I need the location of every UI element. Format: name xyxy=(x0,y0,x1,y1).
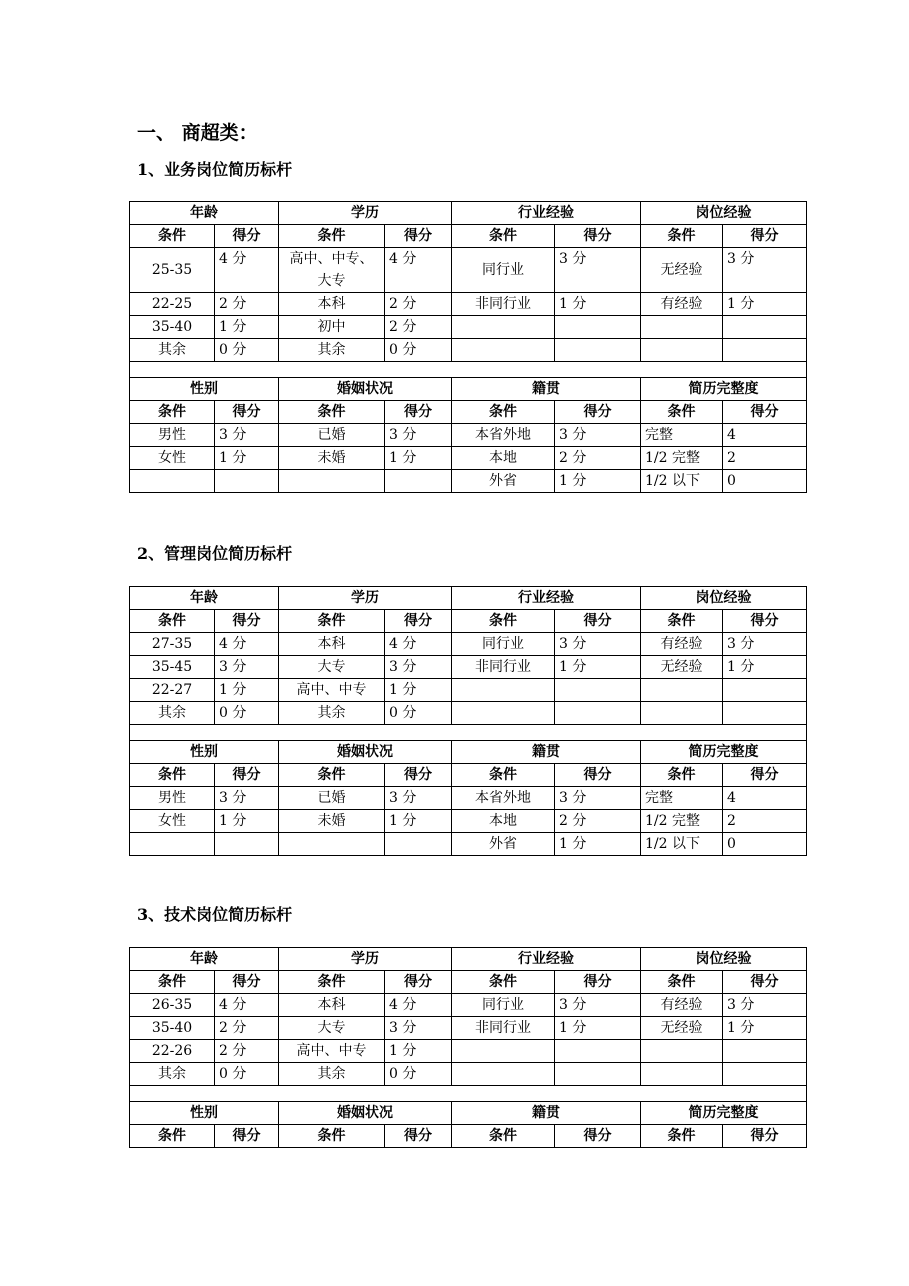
table-cell: 无经验 xyxy=(641,1017,723,1040)
table-cell: 2 xyxy=(723,810,807,833)
table-row xyxy=(130,1040,807,1063)
table-cell xyxy=(385,833,452,856)
spacer-cell xyxy=(130,362,807,378)
table-cell: 同行业 xyxy=(452,248,555,293)
column-header: 得分 xyxy=(555,610,641,633)
table-row xyxy=(130,994,807,1017)
column-header-row xyxy=(130,225,807,248)
column-header: 条件 xyxy=(279,225,385,248)
group-header: 学历 xyxy=(279,948,452,971)
table-cell xyxy=(452,702,555,725)
table-cell: 已婚 xyxy=(279,424,385,447)
group-header: 行业经验 xyxy=(452,587,641,610)
table-cell: 1 分 xyxy=(555,293,641,316)
table-cell xyxy=(452,1063,555,1086)
group-header: 岗位经验 xyxy=(641,587,807,610)
table-cell: 无经验 xyxy=(641,248,723,293)
table-cell: 3 分 xyxy=(555,994,641,1017)
table-cell: 已婚 xyxy=(279,787,385,810)
column-header: 得分 xyxy=(215,1125,279,1148)
column-header: 得分 xyxy=(723,1125,807,1148)
column-header: 条件 xyxy=(641,401,723,424)
table-cell: 其余 xyxy=(279,339,385,362)
table-cell xyxy=(555,1040,641,1063)
column-header: 得分 xyxy=(555,225,641,248)
table-cell: 高中、中专 xyxy=(279,679,385,702)
table-cell: 4 分 xyxy=(385,248,452,293)
table-cell: 1/2 完整 xyxy=(641,810,723,833)
table-cell: 2 分 xyxy=(555,810,641,833)
column-header: 条件 xyxy=(130,1125,215,1148)
table-cell: 3 分 xyxy=(385,787,452,810)
group-header: 学历 xyxy=(279,202,452,225)
table-row xyxy=(130,424,807,447)
column-header: 得分 xyxy=(385,1125,452,1148)
column-header: 条件 xyxy=(641,1125,723,1148)
table-cell: 3 分 xyxy=(555,787,641,810)
table-cell: 男性 xyxy=(130,424,215,447)
table-cell xyxy=(641,339,723,362)
table-row xyxy=(130,787,807,810)
column-header: 条件 xyxy=(130,610,215,633)
table-cell xyxy=(279,470,385,493)
table-cell: 1 分 xyxy=(555,656,641,679)
section-title: 3、技术岗位简历标杆 xyxy=(137,905,293,924)
group-header-row xyxy=(130,1102,807,1125)
table-cell: 1 分 xyxy=(215,810,279,833)
column-header: 条件 xyxy=(130,764,215,787)
table-cell: 3 分 xyxy=(555,424,641,447)
table-cell: 3 分 xyxy=(555,248,641,293)
table-cell: 高中、中专 xyxy=(279,1040,385,1063)
column-header: 条件 xyxy=(279,764,385,787)
table-cell xyxy=(641,1040,723,1063)
table-cell: 4 分 xyxy=(385,633,452,656)
table-cell xyxy=(723,316,807,339)
table-cell xyxy=(641,702,723,725)
table-row xyxy=(130,656,807,679)
column-header: 得分 xyxy=(215,971,279,994)
column-header: 得分 xyxy=(555,401,641,424)
group-header-row xyxy=(130,378,807,401)
table-cell: 4 分 xyxy=(385,994,452,1017)
spacer-row xyxy=(130,725,807,741)
column-header: 条件 xyxy=(279,401,385,424)
table-cell: 未婚 xyxy=(279,810,385,833)
column-header: 条件 xyxy=(641,610,723,633)
table-cell: 2 分 xyxy=(385,316,452,339)
table-cell xyxy=(555,679,641,702)
table-cell: 1 分 xyxy=(555,470,641,493)
table-cell: 完整 xyxy=(641,787,723,810)
table-cell: 大专 xyxy=(279,1017,385,1040)
table-cell: 外省 xyxy=(452,470,555,493)
group-header: 性别 xyxy=(130,378,279,401)
table-cell: 其余 xyxy=(130,702,215,725)
group-header: 岗位经验 xyxy=(641,202,807,225)
table-cell xyxy=(555,316,641,339)
column-header: 条件 xyxy=(641,225,723,248)
column-header: 得分 xyxy=(215,225,279,248)
table-cell: 完整 xyxy=(641,424,723,447)
table-cell: 有经验 xyxy=(641,633,723,656)
table-cell: 1 分 xyxy=(385,810,452,833)
table-cell xyxy=(130,833,215,856)
table-cell: 非同行业 xyxy=(452,293,555,316)
group-header: 年龄 xyxy=(130,202,279,225)
table-cell xyxy=(452,679,555,702)
table-cell: 26-35 xyxy=(130,994,215,1017)
table-cell: 2 分 xyxy=(555,447,641,470)
table-cell: 有经验 xyxy=(641,293,723,316)
table-cell: 初中 xyxy=(279,316,385,339)
group-header: 学历 xyxy=(279,587,452,610)
benchmark-table xyxy=(129,201,807,493)
table-cell: 3 分 xyxy=(385,1017,452,1040)
table-cell: 未婚 xyxy=(279,447,385,470)
table-row xyxy=(130,470,807,493)
table-cell: 1 分 xyxy=(723,656,807,679)
group-header: 婚姻状况 xyxy=(279,741,452,764)
group-header: 年龄 xyxy=(130,948,279,971)
table-row xyxy=(130,316,807,339)
table-cell: 无经验 xyxy=(641,656,723,679)
table-cell: 本科 xyxy=(279,633,385,656)
column-header: 得分 xyxy=(723,610,807,633)
table-cell: 非同行业 xyxy=(452,656,555,679)
group-header-row xyxy=(130,948,807,971)
table-cell: 2 分 xyxy=(215,293,279,316)
group-header: 婚姻状况 xyxy=(279,378,452,401)
column-header: 条件 xyxy=(452,1125,555,1148)
column-header: 条件 xyxy=(279,971,385,994)
table-cell: 3 分 xyxy=(215,656,279,679)
table-cell: 2 分 xyxy=(215,1040,279,1063)
table-cell: 0 xyxy=(723,833,807,856)
table-row xyxy=(130,447,807,470)
column-header: 得分 xyxy=(555,764,641,787)
table-cell: 22-26 xyxy=(130,1040,215,1063)
table-cell: 0 分 xyxy=(385,702,452,725)
table-cell: 4 xyxy=(723,424,807,447)
table-cell: 1 分 xyxy=(723,1017,807,1040)
spacer-row xyxy=(130,1086,807,1102)
table-row xyxy=(130,1063,807,1086)
table-row xyxy=(130,633,807,656)
table-cell: 0 分 xyxy=(215,702,279,725)
table-cell xyxy=(452,316,555,339)
table-cell xyxy=(641,316,723,339)
table-cell: 其余 xyxy=(279,702,385,725)
column-header: 得分 xyxy=(215,610,279,633)
table-cell: 1 分 xyxy=(215,447,279,470)
table-cell: 本科 xyxy=(279,994,385,1017)
table-cell: 3 分 xyxy=(723,633,807,656)
table-row xyxy=(130,293,807,316)
table-cell: 其余 xyxy=(279,1063,385,1086)
column-header: 条件 xyxy=(279,1125,385,1148)
column-header: 得分 xyxy=(215,401,279,424)
column-header: 得分 xyxy=(385,764,452,787)
table-cell: 3 分 xyxy=(385,424,452,447)
group-header: 年龄 xyxy=(130,587,279,610)
column-header-row xyxy=(130,401,807,424)
table-cell: 35-40 xyxy=(130,1017,215,1040)
table-cell: 其余 xyxy=(130,1063,215,1086)
table-cell: 本地 xyxy=(452,810,555,833)
column-header: 得分 xyxy=(555,1125,641,1148)
table-cell: 0 分 xyxy=(385,1063,452,1086)
table-cell: 高中、中专、大专 xyxy=(279,248,385,293)
table-cell: 22-27 xyxy=(130,679,215,702)
table-cell: 男性 xyxy=(130,787,215,810)
section-title: 1、业务岗位简历标杆 xyxy=(137,160,293,179)
group-header-row xyxy=(130,741,807,764)
table-cell: 3 分 xyxy=(215,424,279,447)
spacer-cell xyxy=(130,725,807,741)
group-header: 性别 xyxy=(130,1102,279,1125)
table-cell: 0 xyxy=(723,470,807,493)
table-cell: 4 分 xyxy=(215,248,279,293)
table-cell: 同行业 xyxy=(452,994,555,1017)
table-cell: 3 分 xyxy=(555,633,641,656)
group-header: 籍贯 xyxy=(452,378,641,401)
benchmark-table xyxy=(129,947,807,1148)
table-row xyxy=(130,810,807,833)
table-cell: 0 分 xyxy=(215,339,279,362)
table-cell xyxy=(723,702,807,725)
column-header: 条件 xyxy=(130,225,215,248)
table-row xyxy=(130,1017,807,1040)
table-cell: 1 分 xyxy=(555,1017,641,1040)
column-header: 条件 xyxy=(130,971,215,994)
table-cell: 2 分 xyxy=(215,1017,279,1040)
table-cell xyxy=(723,1040,807,1063)
table-cell xyxy=(279,833,385,856)
table-cell: 女性 xyxy=(130,810,215,833)
page-heading: 一、 商超类： xyxy=(137,122,258,144)
spacer-row xyxy=(130,362,807,378)
column-header: 条件 xyxy=(452,401,555,424)
table-cell: 同行业 xyxy=(452,633,555,656)
group-header: 行业经验 xyxy=(452,202,641,225)
table-cell: 1 分 xyxy=(385,447,452,470)
table-cell xyxy=(215,833,279,856)
column-header: 条件 xyxy=(452,610,555,633)
table-cell: 1 分 xyxy=(215,679,279,702)
spacer-cell xyxy=(130,1086,807,1102)
table-cell xyxy=(555,702,641,725)
table-cell xyxy=(723,1063,807,1086)
table-cell: 1/2 以下 xyxy=(641,470,723,493)
group-header: 简历完整度 xyxy=(641,741,807,764)
table-cell: 其余 xyxy=(130,339,215,362)
table-cell: 25-35 xyxy=(130,248,215,293)
table-cell: 0 分 xyxy=(385,339,452,362)
column-header: 条件 xyxy=(452,971,555,994)
group-header: 行业经验 xyxy=(452,948,641,971)
column-header-row xyxy=(130,971,807,994)
column-header: 得分 xyxy=(555,971,641,994)
column-header: 得分 xyxy=(723,225,807,248)
table-cell xyxy=(723,679,807,702)
table-cell: 1/2 以下 xyxy=(641,833,723,856)
table-cell: 27-35 xyxy=(130,633,215,656)
table-cell xyxy=(130,470,215,493)
group-header: 性别 xyxy=(130,741,279,764)
column-header-row xyxy=(130,764,807,787)
column-header: 得分 xyxy=(385,401,452,424)
column-header: 得分 xyxy=(723,764,807,787)
table-row xyxy=(130,339,807,362)
column-header: 条件 xyxy=(641,764,723,787)
table-cell: 3 分 xyxy=(385,656,452,679)
table-cell xyxy=(723,339,807,362)
table-cell: 非同行业 xyxy=(452,1017,555,1040)
table-cell: 1 分 xyxy=(723,293,807,316)
group-header-row xyxy=(130,202,807,225)
benchmark-table xyxy=(129,586,807,856)
table-cell: 3 分 xyxy=(723,994,807,1017)
column-header: 条件 xyxy=(452,764,555,787)
column-header: 条件 xyxy=(279,610,385,633)
table-cell xyxy=(641,1063,723,1086)
column-header-row xyxy=(130,610,807,633)
table-cell xyxy=(452,1040,555,1063)
column-header: 条件 xyxy=(452,225,555,248)
table-cell: 大专 xyxy=(279,656,385,679)
table-cell: 4 分 xyxy=(215,633,279,656)
table-cell: 35-45 xyxy=(130,656,215,679)
table-cell: 4 xyxy=(723,787,807,810)
column-header: 得分 xyxy=(723,971,807,994)
table-cell xyxy=(641,679,723,702)
group-header: 籍贯 xyxy=(452,1102,641,1125)
table-cell: 1 分 xyxy=(215,316,279,339)
table-cell: 本省外地 xyxy=(452,424,555,447)
column-header: 条件 xyxy=(130,401,215,424)
table-cell xyxy=(555,1063,641,1086)
table-cell: 有经验 xyxy=(641,994,723,1017)
table-cell: 本科 xyxy=(279,293,385,316)
column-header: 得分 xyxy=(215,764,279,787)
table-cell: 外省 xyxy=(452,833,555,856)
group-header-row xyxy=(130,587,807,610)
table-row xyxy=(130,679,807,702)
table-cell: 2 xyxy=(723,447,807,470)
group-header: 婚姻状况 xyxy=(279,1102,452,1125)
column-header: 得分 xyxy=(385,225,452,248)
column-header-row xyxy=(130,1125,807,1148)
column-header: 得分 xyxy=(723,401,807,424)
table-row xyxy=(130,248,807,293)
table-cell: 1 分 xyxy=(385,1040,452,1063)
table-cell: 女性 xyxy=(130,447,215,470)
table-cell: 3 分 xyxy=(215,787,279,810)
table-cell xyxy=(215,470,279,493)
column-header: 得分 xyxy=(385,971,452,994)
table-cell: 本省外地 xyxy=(452,787,555,810)
column-header: 得分 xyxy=(385,610,452,633)
table-cell: 4 分 xyxy=(215,994,279,1017)
table-cell: 1/2 完整 xyxy=(641,447,723,470)
table-row xyxy=(130,702,807,725)
table-cell xyxy=(452,339,555,362)
column-header: 条件 xyxy=(641,971,723,994)
table-cell xyxy=(555,339,641,362)
table-cell: 3 分 xyxy=(723,248,807,293)
table-cell: 1 分 xyxy=(555,833,641,856)
table-cell: 1 分 xyxy=(385,679,452,702)
table-cell: 0 分 xyxy=(215,1063,279,1086)
table-cell: 35-40 xyxy=(130,316,215,339)
group-header: 简历完整度 xyxy=(641,378,807,401)
table-row xyxy=(130,833,807,856)
table-cell: 22-25 xyxy=(130,293,215,316)
section-title: 2、管理岗位简历标杆 xyxy=(137,544,293,563)
table-cell: 2 分 xyxy=(385,293,452,316)
group-header: 岗位经验 xyxy=(641,948,807,971)
group-header: 籍贯 xyxy=(452,741,641,764)
table-cell: 本地 xyxy=(452,447,555,470)
table-cell xyxy=(385,470,452,493)
group-header: 简历完整度 xyxy=(641,1102,807,1125)
